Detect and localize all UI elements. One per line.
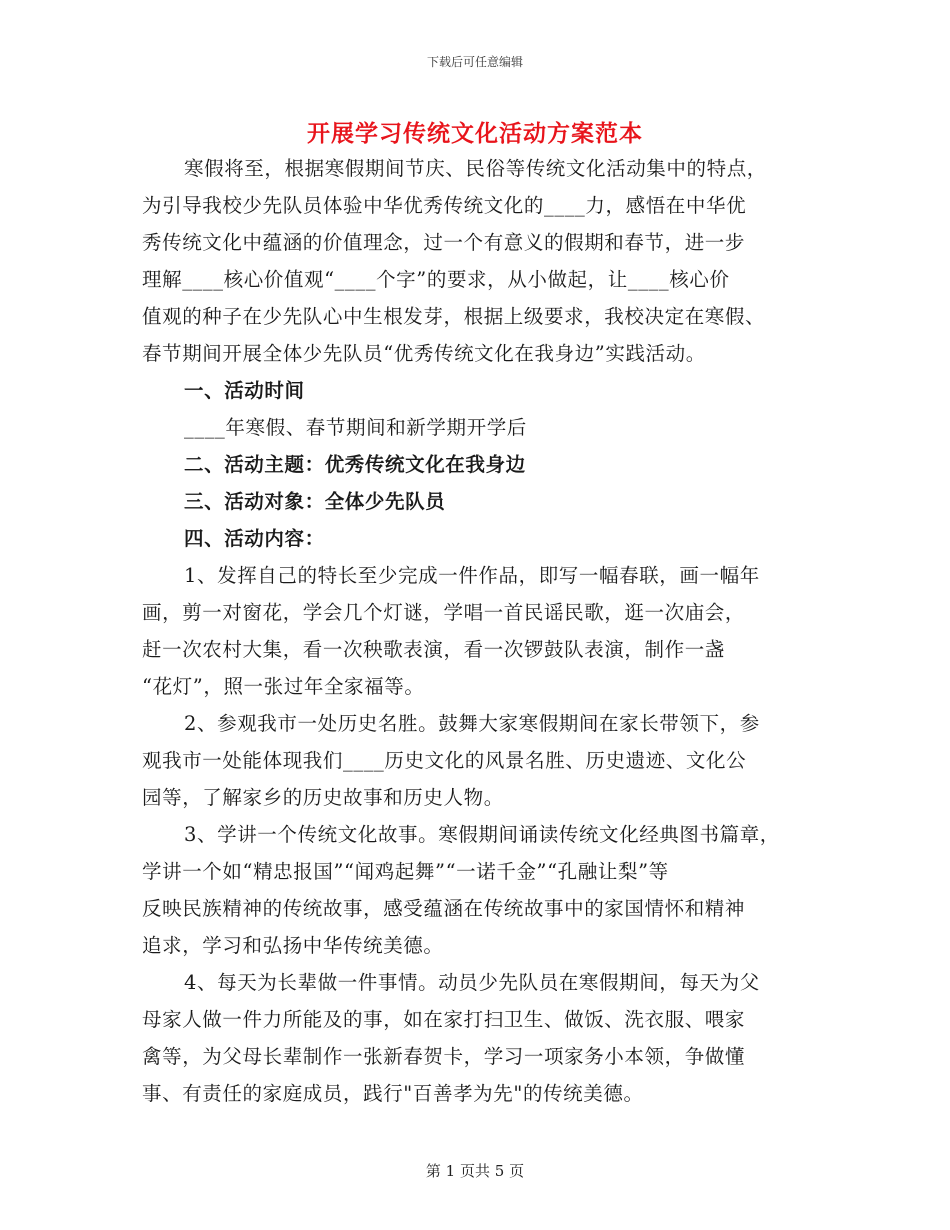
item4-line: 事、有责任的家庭成员，践行"百善孝为先"的传统美德。 [142, 1082, 644, 1105]
item2-line: 2、参观我市一处历史名胜。鼓舞大家寒假期间在家长带领下，参 [184, 712, 760, 735]
section-text-time: ____年寒假、春节期间和新学期开学后 [184, 416, 527, 439]
document-title: 开展学习传统文化活动方案范本 [307, 120, 643, 147]
intro-line: 秀传统文化中蕴涵的价值理念，过一个有意义的假期和春节，进一步 [142, 231, 746, 254]
item2-line: 观我市一处能体现我们____历史文化的风景名胜、历史遗迹、文化公 [142, 749, 747, 772]
item3-line: 学讲一个如“精忠报国”“闻鸡起舞”“一诺千金”“孔融让梨”等 [142, 860, 669, 883]
item3-line: 追求，学习和弘扬中华传统美德。 [142, 934, 444, 957]
intro-line: 为引导我校少先队员体验中华优秀传统文化的____力，感悟在中华优 [142, 194, 747, 217]
item1-line: 画，剪一对窗花，学会几个灯谜，学唱一首民谣民歌，逛一次庙会， [142, 601, 746, 624]
section-heading-audience: 三、活动对象：全体少先队员 [184, 490, 446, 513]
item1-line: 1、发挥自己的特长至少完成一件作品，即写一幅春联，画一幅年 [184, 564, 760, 587]
section-heading-content: 四、活动内容： [184, 527, 325, 550]
item4-line: 母家人做一件力所能及的事，如在家打扫卫生、做饭、洗衣服、喂家 [142, 1008, 746, 1031]
item2-line: 园等，了解家乡的历史故事和历史人物。 [142, 786, 504, 809]
intro-line: 理解____核心价值观“____个字”的要求，从小做起，让____核心价 [142, 268, 730, 291]
page-footer: 第 1 页共 5 页 [425, 1162, 525, 1180]
item3-line: 3、学讲一个传统文化故事。寒假期间诵读传统文化经典图书篇章， [184, 823, 780, 846]
document-body [142, 150, 814, 1112]
intro-line: 值观的种子在少先队心中生根发芽，根据上级要求，我校决定在寒假、 [142, 305, 766, 328]
item1-line: 赶一次农村大集，看一次秧歌表演，看一次锣鼓队表演，制作一盏 [142, 638, 725, 661]
item4-line: 禽等，为父母长辈制作一张新春贺卡，学习一项家务小本领，争做懂 [142, 1045, 746, 1068]
section-heading-time: 一、活动时间 [184, 379, 305, 402]
item3-line: 反映民族精神的传统故事，感受蕴涵在传统故事中的家国情怀和精神 [142, 897, 746, 920]
section-heading-theme: 二、活动主题：优秀传统文化在我身边 [184, 453, 526, 476]
intro-line: 寒假将至，根据寒假期间节庆、民俗等传统文化活动集中的特点， [184, 157, 767, 180]
intro-line: 春节期间开展全体少先队员“优秀传统文化在我身边”实践活动。 [142, 342, 706, 365]
header-note: 下载后可任意编辑 [426, 55, 523, 69]
item1-line: “花灯”，照一张过年全家福等。 [142, 675, 425, 698]
item4-line: 4、每天为长辈做一件事情。动员少先队员在寒假期间，每天为父 [184, 971, 760, 994]
